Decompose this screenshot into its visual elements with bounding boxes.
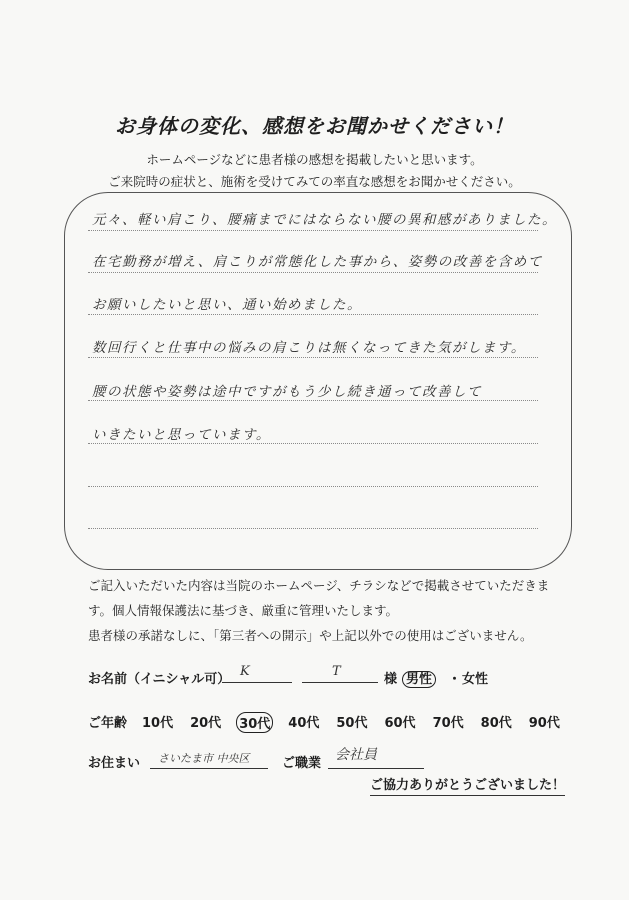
- age-label: ご年齢: [88, 716, 128, 731]
- age-option-30-selected[interactable]: 30代: [236, 712, 273, 733]
- intro-line-1: ホームページなどに患者様の感想を掲載したいと思います。: [146, 152, 483, 167]
- address-label: お住まい: [88, 756, 141, 771]
- comment-line: お願いしたいと思い、通い始めました。: [92, 297, 362, 313]
- initial-1-field[interactable]: [222, 666, 292, 683]
- ruled-line: [88, 486, 538, 487]
- ruled-line: [88, 230, 538, 231]
- privacy-notice-line-1: ご記入いただいた内容は当院のホームページ、チラシなどで掲載させていただきま: [88, 578, 550, 593]
- ruled-line: [88, 357, 538, 358]
- gender-male-text: 男性: [402, 671, 436, 688]
- comment-line: 腰の状態や姿勢は途中ですがもう少し続き通って改善して: [92, 384, 482, 400]
- sama-label: 様: [384, 672, 398, 687]
- comment-line: いきたいと思っています。: [92, 427, 271, 443]
- age-option-50[interactable]: 50代: [336, 716, 368, 731]
- gender-separator: ・: [448, 672, 462, 687]
- age-option-60[interactable]: 60代: [384, 716, 416, 731]
- age-option-70[interactable]: 70代: [432, 716, 464, 731]
- ruled-line: [88, 528, 538, 529]
- initial-1-value: K: [240, 664, 250, 679]
- comment-line: 元々、軽い肩こり、腰痛までにはならない腰の異和感がありました。: [92, 212, 557, 228]
- age-option-20[interactable]: 20代: [190, 716, 222, 731]
- address-value: さいたま市 中央区: [158, 752, 250, 765]
- ruled-line: [88, 272, 538, 273]
- privacy-notice-line-3: 患者様の承諾なしに、「第三者への開示」や上記以外での使用はございません。: [88, 628, 533, 643]
- age-option-40[interactable]: 40代: [288, 716, 320, 731]
- intro-line-2: ご来院時の症状と、施術を受けてみての率直な感想をお聞かせください。: [108, 174, 521, 189]
- ruled-line: [88, 314, 538, 315]
- page-title: お身体の変化、感想をお聞かせください！: [115, 114, 514, 138]
- age-option-90[interactable]: 90代: [528, 716, 560, 731]
- ruled-line: [88, 443, 538, 444]
- privacy-notice-line-2: す。個人情報保護法に基づき、厳重に管理いたします。: [88, 603, 399, 618]
- thanks-message: ご協力ありがとうございました！: [370, 774, 565, 796]
- comment-line: 在宅勤務が増え、肩こりが常態化した事から、姿勢の改善を含めて: [92, 254, 543, 270]
- name-label: お名前（イニシャル可）: [88, 672, 231, 687]
- age-option-80[interactable]: 80代: [480, 716, 512, 731]
- age-options: [140, 712, 562, 733]
- initial-2-value: T: [332, 664, 341, 679]
- ruled-line: [88, 400, 538, 401]
- gender-female-option[interactable]: 女性: [462, 672, 489, 687]
- job-label: ご職業: [282, 756, 322, 771]
- job-value: 会社員: [335, 747, 377, 763]
- gender-male-option[interactable]: [402, 668, 436, 687]
- comment-line: 数回行くと仕事中の悩みの肩こりは無くなってきた気がします。: [92, 340, 526, 356]
- age-option-10[interactable]: 10代: [142, 716, 174, 731]
